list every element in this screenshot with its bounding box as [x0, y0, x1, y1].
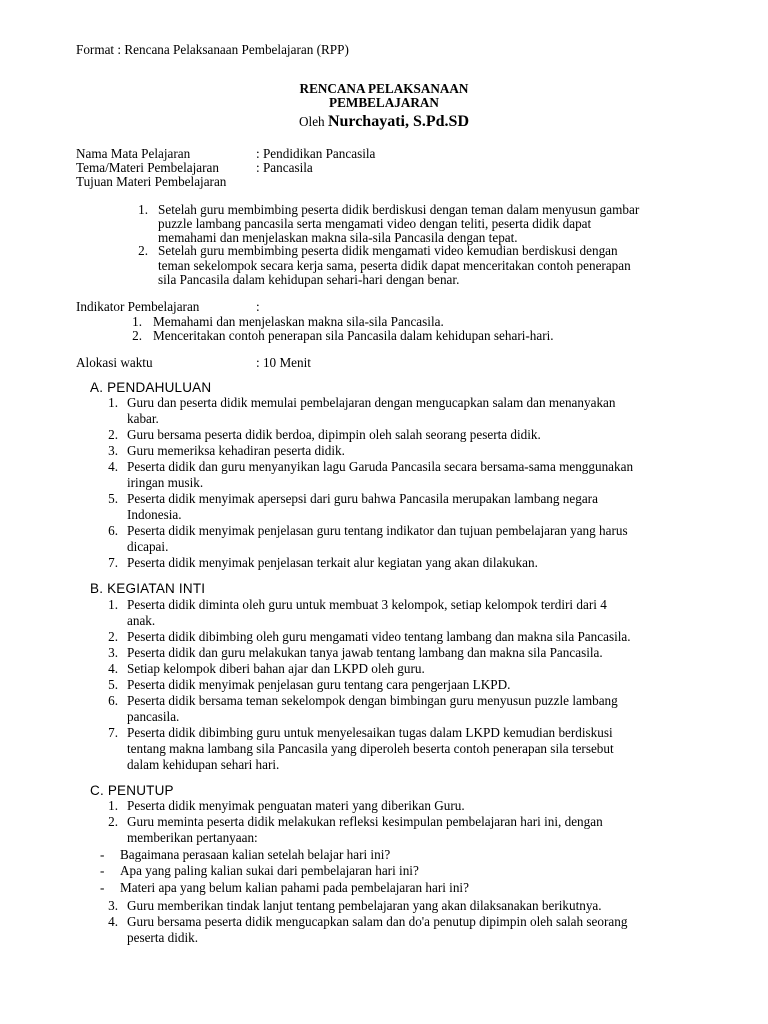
- subject-value: : Pendidikan Pancasila: [256, 146, 376, 161]
- list-number: 2.: [108, 629, 118, 644]
- list-item-text: Peserta didik dan guru menyanyikan lagu Garuda Pancasila secara bersama-sama menggunakan: [127, 459, 634, 474]
- list-item-text: Setelah guru membimbing peserta didik berdiskusi dengan teman dalam menyusun gambar: [158, 202, 640, 217]
- bullet-dash: -: [100, 880, 105, 895]
- list-item-text: Peserta didik menyimak penguatan materi yang diberikan Guru.: [127, 798, 465, 813]
- time-value: : 10 Menit: [256, 355, 311, 370]
- list-number: 6.: [108, 523, 118, 538]
- question-text: Materi apa yang belum kalian pahami pada pembelajaran hari ini?: [120, 880, 469, 895]
- list-item-text: Peserta didik bersama teman sekelompok dengan bimbingan guru menyusun puzzle lambang: [127, 693, 618, 708]
- author-line: [0, 114, 768, 130]
- list-item-text: kabar.: [127, 411, 159, 426]
- list-item-text: Memahami dan menjelaskan makna sila-sila Pancasila.: [153, 314, 444, 329]
- list-item-text: teman sekelompok secara kerja sama, peserta didik dapat menceritakan contoh penerapan: [158, 258, 631, 273]
- list-number: 3.: [108, 898, 118, 913]
- section-b-title: B. KEGIATAN INTI: [90, 581, 206, 596]
- list-number: 5.: [108, 491, 118, 506]
- list-item-text: Guru bersama peserta didik berdoa, dipimpin oleh salah seorang peserta didik.: [127, 427, 541, 442]
- list-number: 2.: [132, 328, 142, 343]
- list-number: 2.: [108, 427, 118, 442]
- question-text: Apa yang paling kalian sukai dari pembelajaran hari ini?: [120, 863, 419, 878]
- list-item-text: peserta didik.: [127, 930, 199, 945]
- list-number: 3.: [108, 443, 118, 458]
- format-line: Format : Rencana Pelaksanaan Pembelajaran (RPP): [76, 42, 349, 57]
- question-text: Bagaimana perasaan kalian setelah belajar hari ini?: [120, 847, 391, 862]
- theme-value: : Pancasila: [256, 160, 313, 175]
- list-item-text: puzzle lambang pancasila serta mengamati video dengan teliti, peserta didik dapat: [158, 216, 592, 231]
- list-number: 1.: [108, 395, 118, 410]
- document-title-line2: PEMBELAJARAN: [329, 95, 439, 110]
- objective-label: Tujuan Materi Pembelajaran: [76, 174, 227, 189]
- author-name: Nurchayati, S.Pd.SD: [327, 113, 469, 130]
- bullet-dash: -: [100, 863, 105, 878]
- list-number: 1.: [108, 798, 118, 813]
- list-item-text: Peserta didik menyimak apersepsi dari guru bahwa Pancasila merupakan lambang negara: [127, 491, 598, 506]
- time-label: Alokasi waktu: [76, 355, 153, 370]
- list-item-text: Peserta didik diminta oleh guru untuk membuat 3 kelompok, setiap kelompok terdiri dari 4: [127, 597, 607, 612]
- list-number: 5.: [108, 677, 118, 692]
- list-item-text: Peserta didik menyimak penjelasan terkait alur kegiatan yang akan dilakukan.: [127, 555, 538, 570]
- list-number: 2.: [138, 243, 148, 258]
- list-number: 4.: [108, 661, 118, 676]
- list-item-text: dalam kehidupan sehari hari.: [127, 757, 280, 772]
- list-number: 2.: [108, 814, 118, 829]
- list-item-text: anak.: [127, 613, 156, 628]
- list-item-text: dicapai.: [127, 539, 169, 554]
- list-number: 7.: [108, 725, 118, 740]
- list-number: 7.: [108, 555, 118, 570]
- list-number: 4.: [108, 459, 118, 474]
- indicator-colon: :: [256, 299, 260, 314]
- list-item-text: Peserta didik menyimak penjelasan guru tentang indikator dan tujuan pembelajaran yang harus: [127, 523, 628, 538]
- theme-label: Tema/Materi Pembelajaran: [76, 160, 219, 175]
- subject-label: Nama Mata Pelajaran: [76, 146, 191, 161]
- list-item-text: Guru dan peserta didik memulai pembelajaran dengan mengucapkan salam dan menanyakan: [127, 395, 616, 410]
- list-item-text: memahami dan menjelaskan makna sila-sila Pancasila dengan tepat.: [158, 230, 518, 245]
- list-item-text: Guru meminta peserta didik melakukan refleksi kesimpulan pembelajaran hari ini, dengan: [127, 814, 603, 829]
- list-number: 1.: [138, 202, 148, 217]
- list-item-text: Peserta didik dan guru melakukan tanya jawab tentang lambang dan makna sila Pancasila.: [127, 645, 603, 660]
- list-item-text: iringan musik.: [127, 475, 204, 490]
- list-number: 1.: [108, 597, 118, 612]
- document-title-line1: RENCANA PELAKSANAAN: [299, 81, 469, 96]
- list-item-text: sila Pancasila dalam kehidupan sehari-hari dengan benar.: [158, 272, 460, 287]
- list-item-text: Menceritakan contoh penerapan sila Pancasila dalam kehidupan sehari-hari.: [153, 328, 554, 343]
- list-item-text: memberikan pertanyaan:: [127, 830, 258, 845]
- list-item-text: Guru memberikan tindak lanjut tentang pembelajaran yang akan dilaksanakan berikutnya.: [127, 898, 602, 913]
- list-item-text: Guru bersama peserta didik mengucapkan salam dan do'a penutup dipimpin oleh salah seorang: [127, 914, 628, 929]
- list-item-text: Setelah guru membimbing peserta didik mengamati video kemudian berdiskusi dengan: [158, 243, 618, 258]
- list-item-text: Setiap kelompok diberi bahan ajar dan LKPD oleh guru.: [127, 661, 425, 676]
- author-prefix: Oleh: [299, 114, 325, 129]
- list-item-text: Indonesia.: [127, 507, 182, 522]
- list-item-text: tentang makna lambang sila Pancasila yang diperoleh beserta contoh penerapan sila tersebut: [127, 741, 614, 756]
- section-c-title: C. PENUTUP: [90, 783, 174, 798]
- list-item-text: Peserta didik dibimbing guru untuk menyelesaikan tugas dalam LKPD kemudian berdiskusi: [127, 725, 613, 740]
- list-number: 1.: [132, 314, 142, 329]
- list-number: 6.: [108, 693, 118, 708]
- list-number: 4.: [108, 914, 118, 929]
- indicator-label: Indikator Pembelajaran: [76, 299, 200, 314]
- list-item-text: Peserta didik menyimak penjelasan guru tentang cara pengerjaan LKPD.: [127, 677, 511, 692]
- section-a-title: A. PENDAHULUAN: [90, 380, 212, 395]
- list-item-text: pancasila.: [127, 709, 180, 724]
- list-item-text: Peserta didik dibimbing oleh guru mengamati video tentang lambang dan makna sila Pancasila.: [127, 629, 631, 644]
- list-number: 3.: [108, 645, 118, 660]
- bullet-dash: -: [100, 847, 105, 862]
- list-item-text: Guru memeriksa kehadiran peserta didik.: [127, 443, 345, 458]
